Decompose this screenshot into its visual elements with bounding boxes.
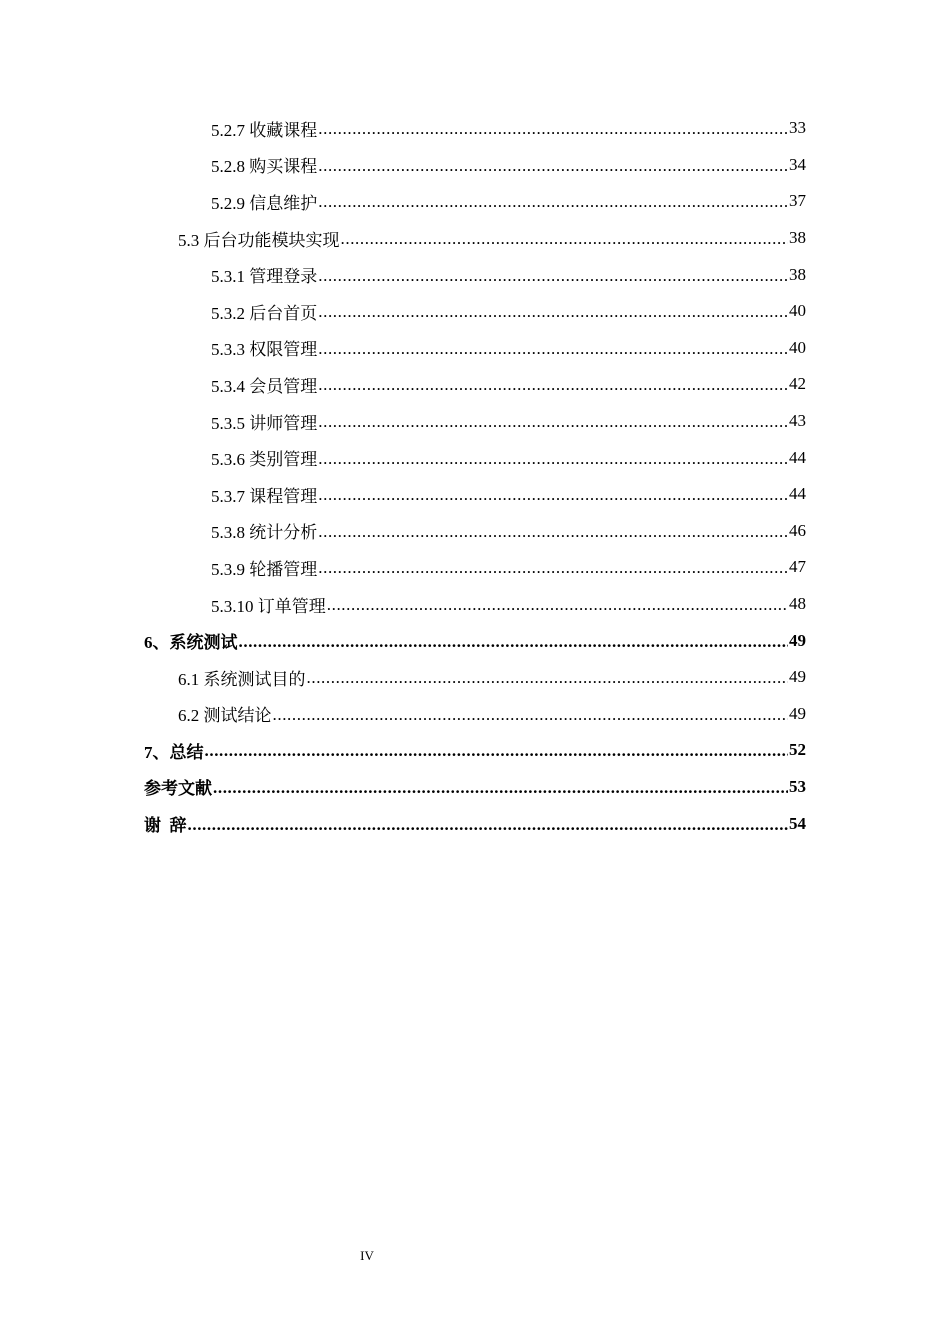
toc-entry[interactable] xyxy=(0,696,950,733)
toc-entry-label: 6.2 测试结论 xyxy=(178,706,272,726)
toc-page-number: 38 xyxy=(789,264,806,284)
toc-entry-label: 5.3.8 统计分析 xyxy=(211,523,318,543)
toc-page-number: 49 xyxy=(789,667,806,687)
toc-entry-label: 5.2.8 购买课程 xyxy=(211,157,318,177)
toc-entry-label: 5.3.10 订单管理 xyxy=(211,596,326,616)
toc-entry[interactable] xyxy=(0,110,950,147)
toc-entry-label: 5.2.9 信息维护 xyxy=(211,193,318,213)
toc-page-number: 40 xyxy=(789,337,806,357)
toc-entry-label: 总结 xyxy=(169,742,204,762)
toc-entry[interactable] xyxy=(0,220,950,257)
toc-leader-dots xyxy=(318,339,788,359)
toc-entry-label: 5.3.4 会员管理 xyxy=(211,376,318,396)
toc-leader-dots xyxy=(327,595,788,615)
toc-leader-dots xyxy=(318,156,788,176)
toc-entry-label: 5.3.6 类别管理 xyxy=(211,450,318,470)
toc-entry[interactable] xyxy=(0,403,950,440)
toc-leader-dots xyxy=(318,266,788,286)
toc-entry[interactable] xyxy=(0,549,950,586)
toc-leader-dots xyxy=(318,412,788,432)
toc-leader-dots xyxy=(318,485,788,505)
toc-page-number: 42 xyxy=(789,374,806,394)
toc-entry[interactable] xyxy=(0,183,950,220)
toc-entry-label: 5.3.7 课程管理 xyxy=(211,486,318,506)
toc-entry-label: 5.3.3 权限管理 xyxy=(211,340,318,360)
toc-chapter-number: 6、 xyxy=(144,633,170,653)
toc-leader-dots xyxy=(318,192,788,212)
toc-chapter-number: 7、 xyxy=(144,742,170,762)
table-of-contents xyxy=(0,110,950,842)
toc-entry[interactable] xyxy=(0,147,950,184)
toc-entry-label: 6.1 系统测试目的 xyxy=(178,669,306,689)
toc-leader-dots xyxy=(307,668,789,688)
toc-leader-dots xyxy=(273,705,789,725)
toc-leader-dots xyxy=(341,229,789,249)
toc-entry[interactable] xyxy=(0,366,950,403)
toc-entry[interactable] xyxy=(0,476,950,513)
toc-entry-label: 5.3.1 管理登录 xyxy=(211,267,318,287)
toc-chapter-entry[interactable] xyxy=(0,732,950,769)
toc-entry-label: 5.3.5 讲师管理 xyxy=(211,413,318,433)
toc-leader-dots xyxy=(318,302,788,322)
toc-page-number: 44 xyxy=(789,447,806,467)
toc-page-number: 40 xyxy=(789,301,806,321)
toc-page-number: 49 xyxy=(789,630,806,650)
toc-page-number: 48 xyxy=(789,594,806,614)
toc-entry[interactable] xyxy=(0,439,950,476)
toc-page-number: 49 xyxy=(789,703,806,723)
toc-leader-dots xyxy=(239,632,789,652)
toc-leader-dots xyxy=(205,741,789,761)
toc-entry-label: 5.2.7 收藏课程 xyxy=(211,120,318,140)
toc-page-number: 43 xyxy=(789,411,806,431)
toc-entry[interactable] xyxy=(0,659,950,696)
toc-leader-dots xyxy=(318,375,788,395)
toc-page-number: 33 xyxy=(789,118,806,138)
toc-leader-dots xyxy=(188,815,789,835)
toc-leader-dots xyxy=(213,778,788,798)
toc-leader-dots xyxy=(318,449,788,469)
toc-entry[interactable] xyxy=(0,256,950,293)
toc-leader-dots xyxy=(318,522,788,542)
toc-entry-label: 5.3.9 轮播管理 xyxy=(211,559,318,579)
toc-page-number: 52 xyxy=(789,740,806,760)
toc-entry-label: 5.3.2 后台首页 xyxy=(211,303,318,323)
toc-page-number: 37 xyxy=(789,191,806,211)
toc-entry[interactable] xyxy=(0,330,950,367)
toc-chapter-entry[interactable] xyxy=(0,805,950,842)
toc-entry[interactable] xyxy=(0,513,950,550)
toc-page-number: 38 xyxy=(789,228,806,248)
toc-chapter-entry[interactable] xyxy=(0,769,950,806)
toc-entry[interactable] xyxy=(0,293,950,330)
toc-chapter-entry[interactable] xyxy=(0,622,950,659)
toc-page-number: 54 xyxy=(789,813,806,833)
toc-page-number: 44 xyxy=(789,484,806,504)
toc-page-number: 53 xyxy=(789,776,806,796)
toc-entry[interactable] xyxy=(0,586,950,623)
toc-leader-dots xyxy=(318,119,788,139)
toc-page-number: 46 xyxy=(789,520,806,540)
toc-leader-dots xyxy=(318,558,788,578)
toc-entry-label: 谢 辞 xyxy=(144,816,187,836)
toc-page-number: 47 xyxy=(789,557,806,577)
page-footer-number: IV xyxy=(360,1248,374,1263)
toc-entry-label: 参考文献 xyxy=(144,779,212,799)
toc-page-number: 34 xyxy=(789,154,806,174)
toc-entry-label: 5.3 后台功能模块实现 xyxy=(178,230,340,250)
toc-entry-label: 系统测试 xyxy=(169,633,238,653)
